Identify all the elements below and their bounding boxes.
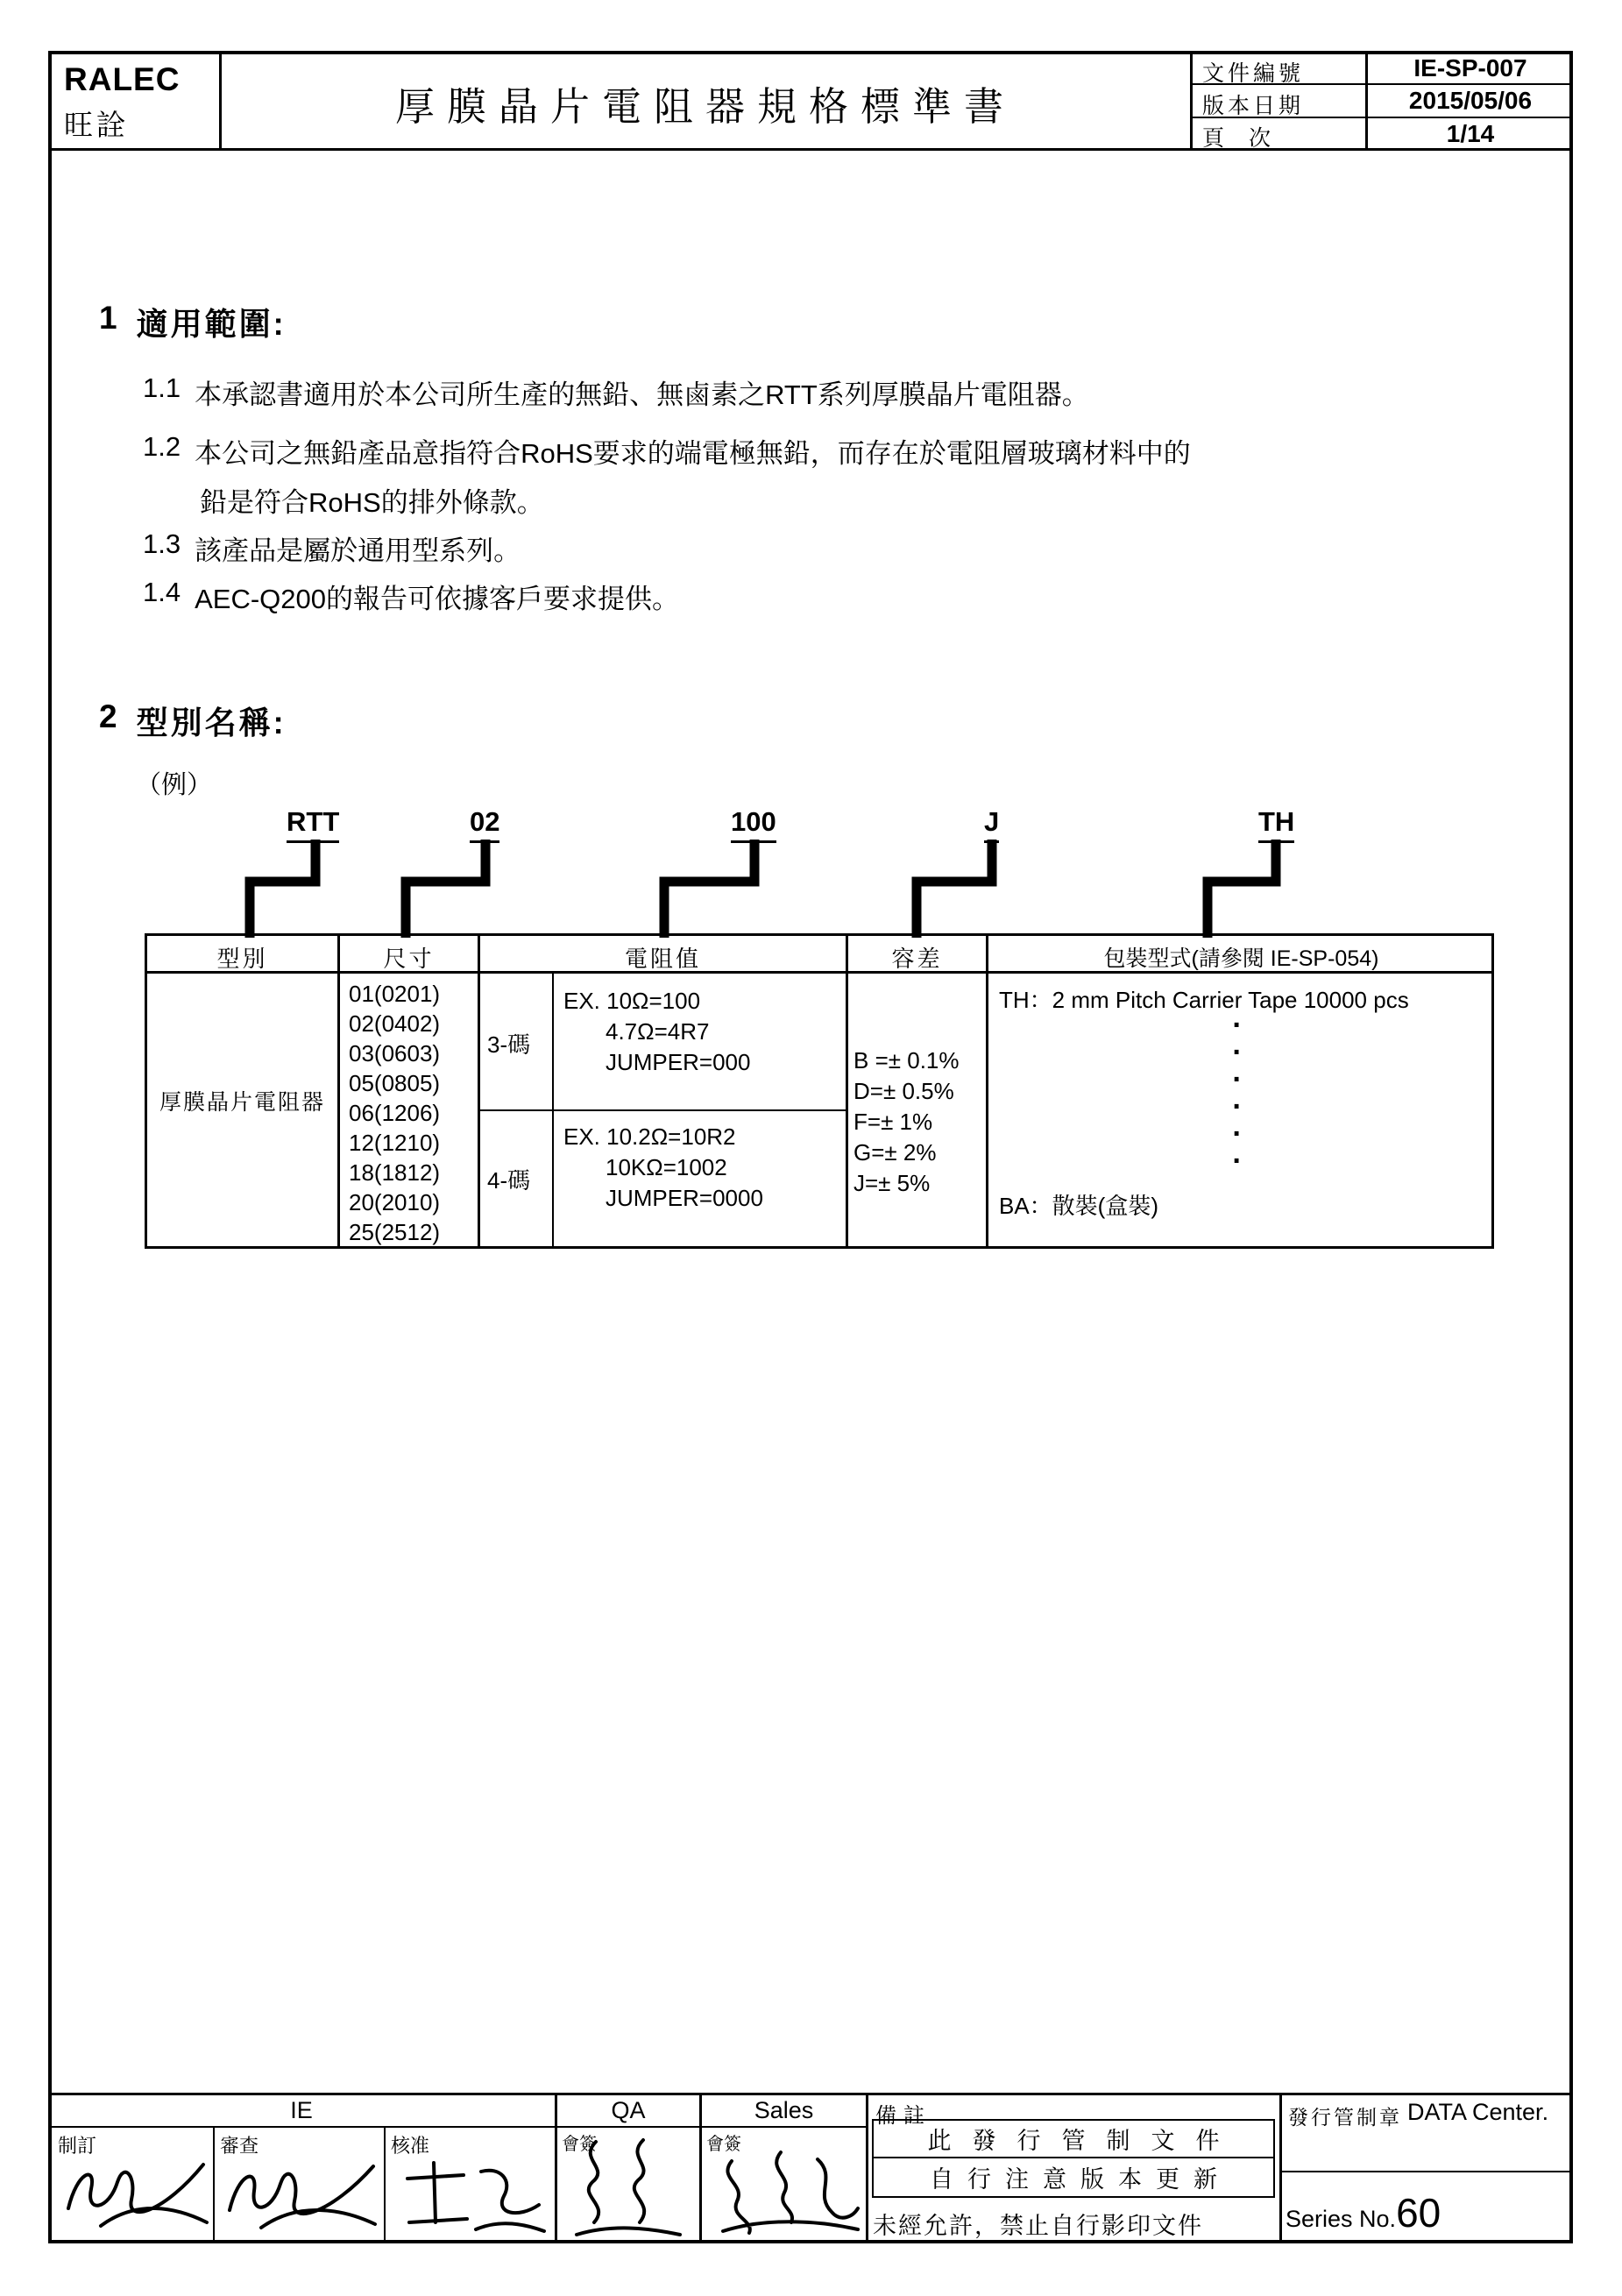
size-item: 25(2512) (349, 1219, 441, 1245)
size-item: 03(0603) (349, 1040, 441, 1067)
code3-example-2: 4.7Ω=4R7 (606, 1018, 710, 1045)
meta-label-page: 頁次 (1202, 126, 1296, 151)
size-item: 18(1812) (349, 1159, 441, 1186)
signature-sales (704, 2137, 861, 2240)
part-code-series: RTT (287, 806, 339, 843)
cell-tolerance-list (853, 1045, 960, 1199)
meta-label-date: 版本日期 (1202, 94, 1305, 118)
tolerance-item: G=± 2% (853, 1139, 937, 1166)
footer-header-row-border (48, 2126, 868, 2128)
clause-1-2-line2 (200, 480, 544, 520)
section1-number: 1 (99, 300, 117, 336)
note-bottom-text: 未經允許，禁止自行影印文件 (873, 2213, 1203, 2239)
footer-top-border (48, 2093, 1573, 2095)
signature-qa (559, 2129, 695, 2242)
example-label: （例） (136, 771, 213, 799)
footer-stamp-divider (1279, 2171, 1573, 2172)
section2-title: 型別名稱: (136, 705, 287, 741)
dot: · (1232, 1144, 1243, 1178)
role-label-draft: 制訂 (58, 2135, 97, 2157)
series-number-line (1286, 2189, 1441, 2236)
code3-example-3: JUMPER=000 (606, 1049, 751, 1075)
tolerance-item: F=± 1% (853, 1109, 933, 1135)
size-item: 12(1210) (349, 1130, 441, 1156)
cosign-label-qa: 會簽 (562, 2135, 597, 2154)
clause-text: AEC-Q200的報告可依據客戶要求提供。 (195, 584, 680, 614)
size-item: 01(0201) (349, 981, 441, 1007)
col-header-tolerance: 容差 (891, 946, 943, 972)
tolerance-item: J=± 5% (853, 1170, 931, 1196)
meta-label-docno: 文件編號 (1202, 61, 1305, 86)
note-box-line1: 此發行管制文件 (874, 2121, 1273, 2158)
col-header-type: 型別 (216, 946, 268, 972)
cell-type-value: 厚膜晶片電阻器 (159, 1090, 325, 1115)
dept-header-sales: Sales (754, 2097, 814, 2123)
stamp-label: 發行管制章 (1288, 2106, 1402, 2129)
cosign-label-sales: 會簽 (706, 2135, 741, 2154)
table-col-border-3 (846, 933, 848, 1249)
section1-heading (99, 300, 287, 344)
packaging-th-line: TH：2 mm Pitch Carrier Tape 10000 pcs (999, 987, 1409, 1013)
size-item: 06(1206) (349, 1100, 441, 1126)
clause-1-4 (143, 577, 679, 616)
role-label-review: 審查 (220, 2135, 259, 2157)
clause-number: 1.3 (143, 528, 181, 559)
meta-value-page: 1/14 (1446, 120, 1495, 147)
code4-example-1: EX. 10.2Ω=10R2 (563, 1123, 736, 1150)
dot: · (1232, 1117, 1243, 1151)
packaging-ellipsis-dots (1225, 1009, 1250, 1178)
clause-number: 1.2 (143, 431, 181, 462)
part-code-tolerance: J (984, 806, 999, 843)
dot: · (1232, 1009, 1243, 1042)
code4-example-3: JUMPER=0000 (606, 1185, 763, 1211)
signature-approve (388, 2145, 550, 2237)
code4-example-2: 10KΩ=1002 (606, 1154, 727, 1180)
header-bottom-border (48, 148, 1573, 151)
note-box-line2: 自行注意版本更新 (930, 2166, 1231, 2193)
tolerance-item: D=± 0.5% (853, 1078, 954, 1104)
role-label-approve: 核准 (391, 2135, 430, 2157)
col-header-packaging: 包裝型式(請參閱 IE-SP-054) (1103, 946, 1379, 971)
clause-1-1 (143, 372, 1089, 412)
clause-text: 鉛是符合RoHS的排外條款。 (200, 487, 544, 518)
col-header-resistance: 電阻值 (624, 946, 701, 972)
table-subrow-border (478, 1109, 846, 1111)
part-code-size: 02 (470, 806, 499, 843)
col-header-size: 尺寸 (383, 946, 435, 972)
part-number-connector-lines (0, 834, 1622, 938)
dot: · (1232, 1090, 1243, 1123)
clause-number: 1.1 (143, 372, 181, 403)
dept-header-qa: QA (611, 2097, 646, 2123)
clause-text: 本公司之無鉛產品意指符合RoHS要求的端電極無鉛，而存在於電阻層玻璃材料中的 (195, 438, 1191, 469)
dot: · (1232, 1036, 1243, 1069)
dept-header-ie: IE (290, 2097, 313, 2123)
code3-label: 3-碼 (487, 1031, 531, 1058)
clause-1-3 (143, 528, 521, 568)
footer-role-border-1 (213, 2126, 215, 2243)
clause-number: 1.4 (143, 577, 181, 607)
size-item: 02(0402) (349, 1010, 441, 1037)
company-logo-chinese: 旺詮 (64, 109, 129, 141)
meta-value-date: 2015/05/06 (1408, 87, 1533, 114)
meta-left-border (1190, 51, 1193, 151)
part-number-table (145, 933, 1494, 1249)
size-item: 20(2010) (349, 1189, 441, 1215)
part-code-resistance: 100 (731, 806, 776, 843)
cell-size-list (349, 979, 440, 1247)
part-code-packaging: TH (1258, 806, 1294, 843)
size-item: 05(0805) (349, 1070, 441, 1096)
series-label: Series No. (1286, 2206, 1397, 2232)
table-col-border-2 (478, 933, 480, 1249)
section1-title: 適用範圍: (136, 306, 287, 342)
note-box (872, 2119, 1275, 2198)
clause-text: 該產品是屬於通用型系列。 (195, 535, 521, 566)
signature-draft (53, 2138, 210, 2239)
footer-col-border-note (866, 2093, 868, 2243)
footer-col-border-stamp (1279, 2093, 1282, 2243)
packaging-ba-line: BA：散裝(盒裝) (999, 1193, 1159, 1219)
document-title: 厚膜晶片電阻器規格標準書 (394, 84, 1016, 129)
series-number: 60 (1396, 2190, 1441, 2236)
table-col-border-1 (337, 933, 340, 1249)
clause-text: 本承認書適用於本公司所生產的無鉛、無鹵素之RTT系列厚膜晶片電阻器。 (195, 379, 1089, 410)
stamp-value: DATA Center. (1407, 2099, 1549, 2125)
section2-number: 2 (99, 698, 117, 734)
logo-cell-border (219, 51, 222, 151)
dot: · (1232, 1063, 1243, 1096)
code3-example-1: EX. 10Ω=100 (563, 988, 701, 1014)
tolerance-item: B =± 0.1% (853, 1047, 960, 1074)
table-col-border-4 (986, 933, 988, 1249)
code4-label: 4-碼 (487, 1167, 531, 1194)
section2-heading (99, 698, 287, 743)
meta-value-docno: IE-SP-007 (1413, 54, 1527, 81)
company-logo: RALEC (64, 61, 181, 97)
footer-role-border-2 (384, 2126, 386, 2243)
note-label: 備註 (875, 2104, 931, 2128)
clause-1-2 (143, 431, 1191, 471)
signature-review (217, 2138, 379, 2239)
